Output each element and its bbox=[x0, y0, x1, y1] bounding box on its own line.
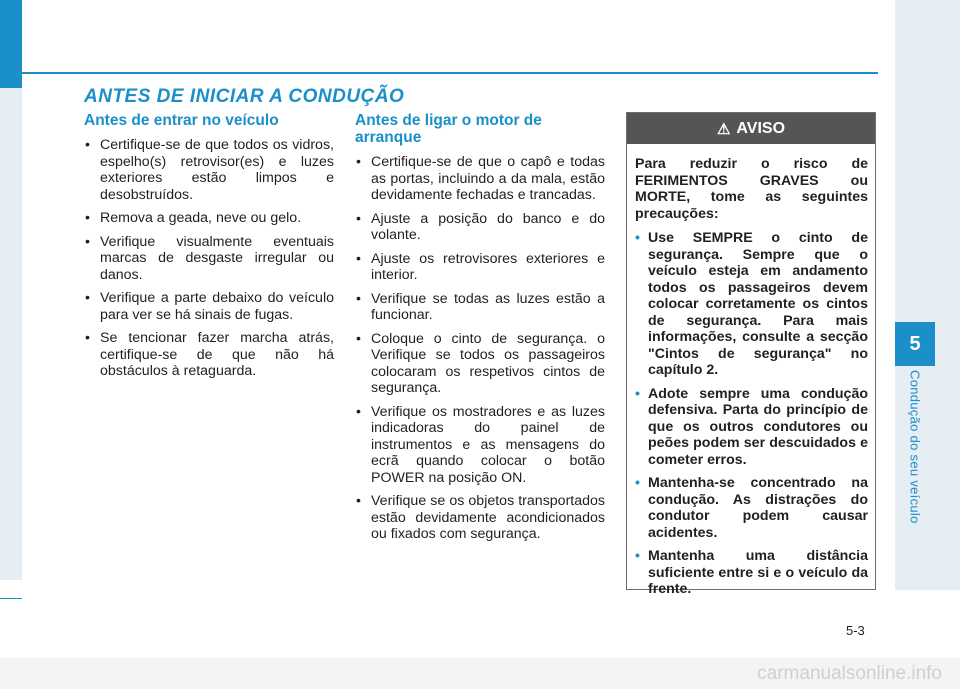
warning-box bbox=[626, 112, 876, 597]
list-item-text: Ajuste a posição do banco e do volante. bbox=[371, 210, 605, 243]
bullet-list bbox=[84, 137, 334, 380]
watermark: carmanualsonline.info bbox=[0, 658, 960, 689]
bullet-icon: • bbox=[356, 330, 361, 347]
page-number: 5-3 bbox=[846, 623, 865, 638]
chapter-label: Condução do seu veículo bbox=[907, 370, 923, 524]
warning-list bbox=[635, 230, 868, 598]
left-rule bbox=[0, 598, 22, 599]
list-item-text: Coloque o cinto de segurança. o Verifique se todos os passageiros colocaram os respetivos cintos de segurança. bbox=[371, 330, 605, 396]
bullet-icon: • bbox=[635, 230, 640, 246]
bullet-icon: • bbox=[85, 210, 90, 226]
section-title: Antes de ligar o motor de arranque bbox=[355, 112, 542, 146]
chapter-number: 5 bbox=[895, 322, 935, 366]
section-before-starting bbox=[355, 112, 605, 550]
list-item-text: Verifique a parte debaixo do veículo para ver se há sinais de fugas. bbox=[100, 290, 334, 323]
list-item-text: Se tencionar fazer marcha atrás, certifique-se de que não há obstáculos à retaguarda. bbox=[100, 330, 334, 379]
list-item-text: Ajuste os retrovisores exteriores e interior. bbox=[371, 250, 605, 283]
list-item-text: Adote sempre uma condução defensiva. Parta do princípio de que os outros condutores ou peões podem ser descuidados e cometer erros. bbox=[648, 385, 868, 468]
bullet-icon: • bbox=[85, 233, 90, 250]
list-item-text: Verifique visualmente eventuais marcas de desgaste irregular ou danos. bbox=[100, 233, 334, 283]
bullet-icon: • bbox=[85, 330, 90, 346]
list-item-text: Mantenha uma distância suficiente entre si e o veículo da frente. bbox=[648, 548, 868, 597]
list-item bbox=[84, 234, 334, 284]
bullet-icon: • bbox=[356, 493, 361, 509]
list-item-text: Remova a geada, neve ou gelo. bbox=[100, 210, 302, 226]
left-accent-bar bbox=[0, 0, 22, 88]
warning-body bbox=[627, 144, 875, 598]
page-title: ANTES DE INICIAR A CONDUÇÃO bbox=[84, 86, 405, 107]
list-item bbox=[355, 493, 605, 543]
list-item bbox=[355, 404, 605, 487]
bullet-icon: • bbox=[356, 290, 361, 307]
warning-title: AVISO bbox=[736, 119, 786, 137]
list-item bbox=[355, 211, 605, 244]
warning-triangle-icon: ⚠ bbox=[716, 120, 731, 138]
list-item bbox=[355, 291, 605, 324]
bullet-icon: • bbox=[635, 475, 640, 491]
warning-header bbox=[627, 113, 875, 144]
bullet-icon: • bbox=[356, 210, 361, 227]
bullet-icon: • bbox=[635, 385, 640, 402]
bullet-icon: • bbox=[85, 290, 90, 306]
list-item bbox=[84, 290, 334, 323]
header-rule bbox=[22, 72, 878, 74]
list-item-text: Certifique-se de que todos os vidros, espelho(s) retrovisor(es) e luzes exteriores estão limpos e desobstruídos. bbox=[100, 137, 334, 203]
list-item-text: Certifique-se de que o capô e todas as portas, incluindo a da mala, estão devidamente fechadas e trancadas. bbox=[371, 154, 605, 203]
bullet-icon: • bbox=[356, 154, 361, 170]
list-item bbox=[635, 548, 868, 598]
section-before-entering bbox=[84, 112, 334, 387]
list-item-text: Use SEMPRE o cinto de segurança. Sempre que o veículo esteja em andamento todos os passageiros devem colocar corretamente os cintos de segurança. Para mais informações, consulte a secção "Cintos de segurança" no capítulo 2. bbox=[648, 230, 868, 378]
bullet-icon: • bbox=[356, 250, 361, 267]
list-item bbox=[635, 386, 868, 469]
list-item bbox=[355, 331, 605, 397]
bullet-icon: • bbox=[356, 403, 361, 420]
list-item bbox=[355, 251, 605, 284]
section-title: Antes de entrar no veículo bbox=[84, 112, 279, 129]
bullet-icon: • bbox=[635, 548, 640, 564]
list-item bbox=[635, 230, 868, 379]
list-item bbox=[635, 475, 868, 541]
warning-intro: Para reduzir o risco de FERIMENTOS GRAVES ou MORTE, tome as seguintes precauções: bbox=[635, 156, 868, 222]
list-item-text: Verifique se todas as luzes estão a funcionar. bbox=[371, 290, 605, 323]
list-item bbox=[355, 154, 605, 204]
bullet-list bbox=[355, 154, 605, 543]
list-item bbox=[84, 330, 334, 380]
list-item-text: Verifique se os objetos transportados estão devidamente acondicionados ou fixados com segurança. bbox=[371, 493, 605, 542]
bullet-icon: • bbox=[85, 137, 90, 153]
list-item bbox=[84, 210, 334, 227]
list-item-text: Mantenha-se concentrado na condução. As distrações do condutor podem causar acidentes. bbox=[648, 475, 868, 541]
list-item bbox=[84, 137, 334, 203]
list-item-text: Verifique os mostradores e as luzes indicadoras do painel de instrumentos e as mensagens do ecrã quando colocar o botão POWER na posição ON. bbox=[371, 403, 605, 486]
